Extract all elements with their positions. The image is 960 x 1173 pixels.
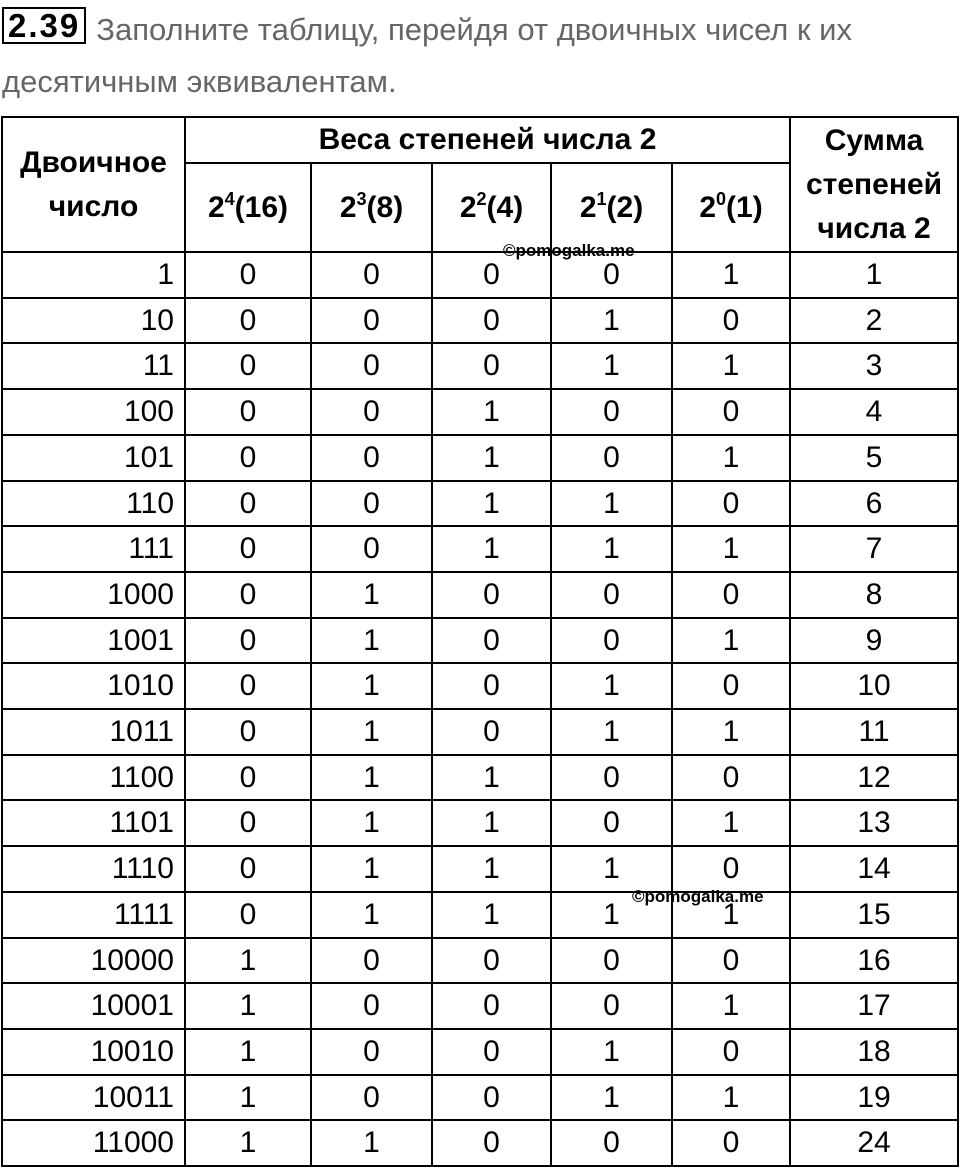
- weight-cell: 0: [551, 983, 672, 1029]
- weight-cell: 1: [432, 481, 551, 527]
- weight-cell: 0: [432, 618, 551, 664]
- binary-cell: 11: [2, 343, 185, 389]
- task-number: 2.39: [2, 7, 86, 44]
- sum-cell: 24: [790, 1120, 958, 1166]
- header-power: $2^1(2)$: [551, 163, 672, 252]
- sum-cell: 8: [790, 572, 958, 618]
- table-row: [2, 755, 958, 801]
- weight-cell: 0: [432, 938, 551, 984]
- weight-cell: 1: [432, 800, 551, 846]
- header-power: $2^3(8)$: [311, 163, 432, 252]
- weight-cell: 0: [311, 1029, 432, 1075]
- weight-cell: 0: [432, 1029, 551, 1075]
- weight-cell: 0: [311, 938, 432, 984]
- table-row: [2, 572, 958, 618]
- sum-cell: 13: [790, 800, 958, 846]
- weight-cell: 1: [672, 252, 790, 298]
- table-row: [2, 1120, 958, 1166]
- weight-cell: 0: [311, 435, 432, 481]
- weight-cell: 0: [551, 252, 672, 298]
- table-body: [2, 252, 958, 1166]
- weight-cell: 0: [672, 1120, 790, 1166]
- table-row: [2, 389, 958, 435]
- weight-cell: 1: [551, 663, 672, 709]
- weight-cell: 1: [672, 892, 790, 938]
- header-sum: Сумма степеней числа 2: [790, 117, 958, 252]
- table-row: [2, 252, 958, 298]
- sum-cell: 1: [790, 252, 958, 298]
- sum-cell: 6: [790, 481, 958, 527]
- weight-cell: 0: [672, 663, 790, 709]
- weight-cell: 1: [672, 983, 790, 1029]
- sum-cell: 5: [790, 435, 958, 481]
- binary-cell: 1010: [2, 663, 185, 709]
- weight-cell: 1: [185, 1029, 311, 1075]
- sum-cell: 11: [790, 709, 958, 755]
- table-row: [2, 343, 958, 389]
- weight-cell: 0: [185, 435, 311, 481]
- sum-cell: 4: [790, 389, 958, 435]
- table-row: [2, 1075, 958, 1121]
- weight-cell: 1: [551, 1075, 672, 1121]
- weight-cell: 1: [311, 800, 432, 846]
- weight-cell: 0: [672, 1029, 790, 1075]
- binary-cell: 1100: [2, 755, 185, 801]
- weight-cell: 1: [551, 709, 672, 755]
- weight-cell: 1: [185, 1120, 311, 1166]
- binary-table: [1, 116, 959, 1167]
- weight-cell: 0: [551, 938, 672, 984]
- weight-cell: 1: [551, 892, 672, 938]
- weight-cell: 1: [551, 846, 672, 892]
- table-row: [2, 618, 958, 664]
- weight-cell: 1: [672, 343, 790, 389]
- weight-cell: 1: [672, 1075, 790, 1121]
- weight-cell: 0: [432, 298, 551, 344]
- weight-cell: 1: [432, 755, 551, 801]
- weight-cell: 1: [432, 526, 551, 572]
- weight-cell: 0: [551, 755, 672, 801]
- weight-cell: 0: [432, 709, 551, 755]
- binary-cell: 1111: [2, 892, 185, 938]
- header-power: $2^4(16)$: [185, 163, 311, 252]
- weight-cell: 0: [672, 846, 790, 892]
- weight-cell: 0: [185, 389, 311, 435]
- weight-cell: 0: [311, 298, 432, 344]
- weight-cell: 0: [432, 343, 551, 389]
- sum-cell: 12: [790, 755, 958, 801]
- table-row: [2, 435, 958, 481]
- binary-cell: 100: [2, 389, 185, 435]
- table-row: [2, 983, 958, 1029]
- weight-cell: 1: [311, 663, 432, 709]
- binary-cell: 1: [2, 252, 185, 298]
- binary-cell: 10010: [2, 1029, 185, 1075]
- table-row: [2, 846, 958, 892]
- weight-cell: 0: [311, 1075, 432, 1121]
- weight-cell: 0: [551, 572, 672, 618]
- weight-cell: 0: [672, 481, 790, 527]
- weight-cell: 1: [551, 481, 672, 527]
- binary-cell: 10001: [2, 983, 185, 1029]
- weight-cell: 1: [432, 846, 551, 892]
- weight-cell: 1: [185, 1075, 311, 1121]
- binary-cell: 10000: [2, 938, 185, 984]
- weight-cell: 0: [185, 800, 311, 846]
- weight-cell: 1: [311, 618, 432, 664]
- weight-cell: 0: [672, 572, 790, 618]
- weight-cell: 1: [185, 938, 311, 984]
- weight-cell: 0: [311, 481, 432, 527]
- task-statement: [2, 4, 952, 108]
- weight-cell: 0: [185, 663, 311, 709]
- weight-cell: 0: [185, 526, 311, 572]
- weight-cell: 0: [185, 572, 311, 618]
- binary-cell: 1011: [2, 709, 185, 755]
- weight-cell: 0: [185, 618, 311, 664]
- weight-cell: 1: [432, 892, 551, 938]
- weight-cell: 1: [672, 800, 790, 846]
- weight-cell: 1: [672, 435, 790, 481]
- sum-cell: 9: [790, 618, 958, 664]
- sum-cell: 19: [790, 1075, 958, 1121]
- weight-cell: 1: [551, 1029, 672, 1075]
- binary-cell: 11000: [2, 1120, 185, 1166]
- binary-cell: 111: [2, 526, 185, 572]
- weight-cell: 0: [432, 663, 551, 709]
- weight-cell: 0: [311, 252, 432, 298]
- weight-cell: 1: [551, 343, 672, 389]
- weight-cell: 1: [551, 526, 672, 572]
- table-row: [2, 709, 958, 755]
- table-row: [2, 481, 958, 527]
- table-row: [2, 1029, 958, 1075]
- header-binary: Двоичное число: [2, 117, 185, 252]
- weight-cell: 0: [432, 252, 551, 298]
- weight-cell: 0: [185, 298, 311, 344]
- sum-cell: 17: [790, 983, 958, 1029]
- weight-cell: 0: [311, 526, 432, 572]
- weight-cell: 1: [311, 1120, 432, 1166]
- sum-cell: 18: [790, 1029, 958, 1075]
- weight-cell: 1: [311, 572, 432, 618]
- header-power: $2^2(4)$: [432, 163, 551, 252]
- weight-cell: 1: [432, 435, 551, 481]
- binary-cell: 101: [2, 435, 185, 481]
- weight-cell: 0: [432, 983, 551, 1029]
- weight-cell: 1: [311, 846, 432, 892]
- weight-cell: 0: [551, 389, 672, 435]
- weight-cell: 1: [551, 298, 672, 344]
- table-row: [2, 298, 958, 344]
- weight-cell: 1: [432, 389, 551, 435]
- weight-cell: 0: [185, 481, 311, 527]
- weight-cell: 1: [672, 709, 790, 755]
- weight-cell: 0: [185, 892, 311, 938]
- weight-cell: 0: [432, 1075, 551, 1121]
- weight-cell: 0: [551, 618, 672, 664]
- sum-cell: 3: [790, 343, 958, 389]
- sum-cell: 10: [790, 663, 958, 709]
- task-text: Заполните таблицу, перейдя от двоичных чисел к их десятичным эквивалентам.: [2, 12, 852, 99]
- weight-cell: 0: [551, 435, 672, 481]
- table-row: [2, 938, 958, 984]
- weight-cell: 1: [311, 892, 432, 938]
- table-row: [2, 800, 958, 846]
- binary-cell: 1110: [2, 846, 185, 892]
- binary-cell: 10011: [2, 1075, 185, 1121]
- sum-cell: 7: [790, 526, 958, 572]
- header-weights: Веса степеней числа 2: [185, 117, 790, 163]
- header-power: $2^0(1)$: [672, 163, 790, 252]
- sum-cell: 2: [790, 298, 958, 344]
- weight-cell: 0: [672, 389, 790, 435]
- weight-cell: 0: [432, 572, 551, 618]
- table-row: [2, 663, 958, 709]
- sum-cell: 15: [790, 892, 958, 938]
- binary-cell: 1000: [2, 572, 185, 618]
- weight-cell: 0: [185, 252, 311, 298]
- weight-cell: 1: [672, 618, 790, 664]
- weight-cell: 1: [672, 526, 790, 572]
- table-row: [2, 892, 958, 938]
- sum-cell: 14: [790, 846, 958, 892]
- weight-cell: 0: [311, 983, 432, 1029]
- watermark: ©pomogalka.me: [503, 241, 635, 260]
- weight-cell: 1: [185, 983, 311, 1029]
- weight-cell: 0: [432, 1120, 551, 1166]
- weight-cell: 0: [672, 298, 790, 344]
- weight-cell: 0: [672, 755, 790, 801]
- weight-cell: 0: [311, 389, 432, 435]
- binary-cell: 1001: [2, 618, 185, 664]
- weight-cell: 0: [551, 1120, 672, 1166]
- binary-cell: 10: [2, 298, 185, 344]
- watermark: ©pomogalka.me: [632, 887, 764, 906]
- weight-cell: 0: [551, 800, 672, 846]
- weight-cell: 0: [185, 846, 311, 892]
- weight-cell: 1: [311, 709, 432, 755]
- weight-cell: 0: [185, 709, 311, 755]
- binary-cell: 1101: [2, 800, 185, 846]
- weight-cell: 1: [311, 755, 432, 801]
- sum-cell: 16: [790, 938, 958, 984]
- weight-cell: 0: [311, 343, 432, 389]
- binary-cell: 110: [2, 481, 185, 527]
- weight-cell: 0: [185, 755, 311, 801]
- weight-cell: 0: [185, 343, 311, 389]
- weight-cell: 0: [672, 938, 790, 984]
- table-row: [2, 526, 958, 572]
